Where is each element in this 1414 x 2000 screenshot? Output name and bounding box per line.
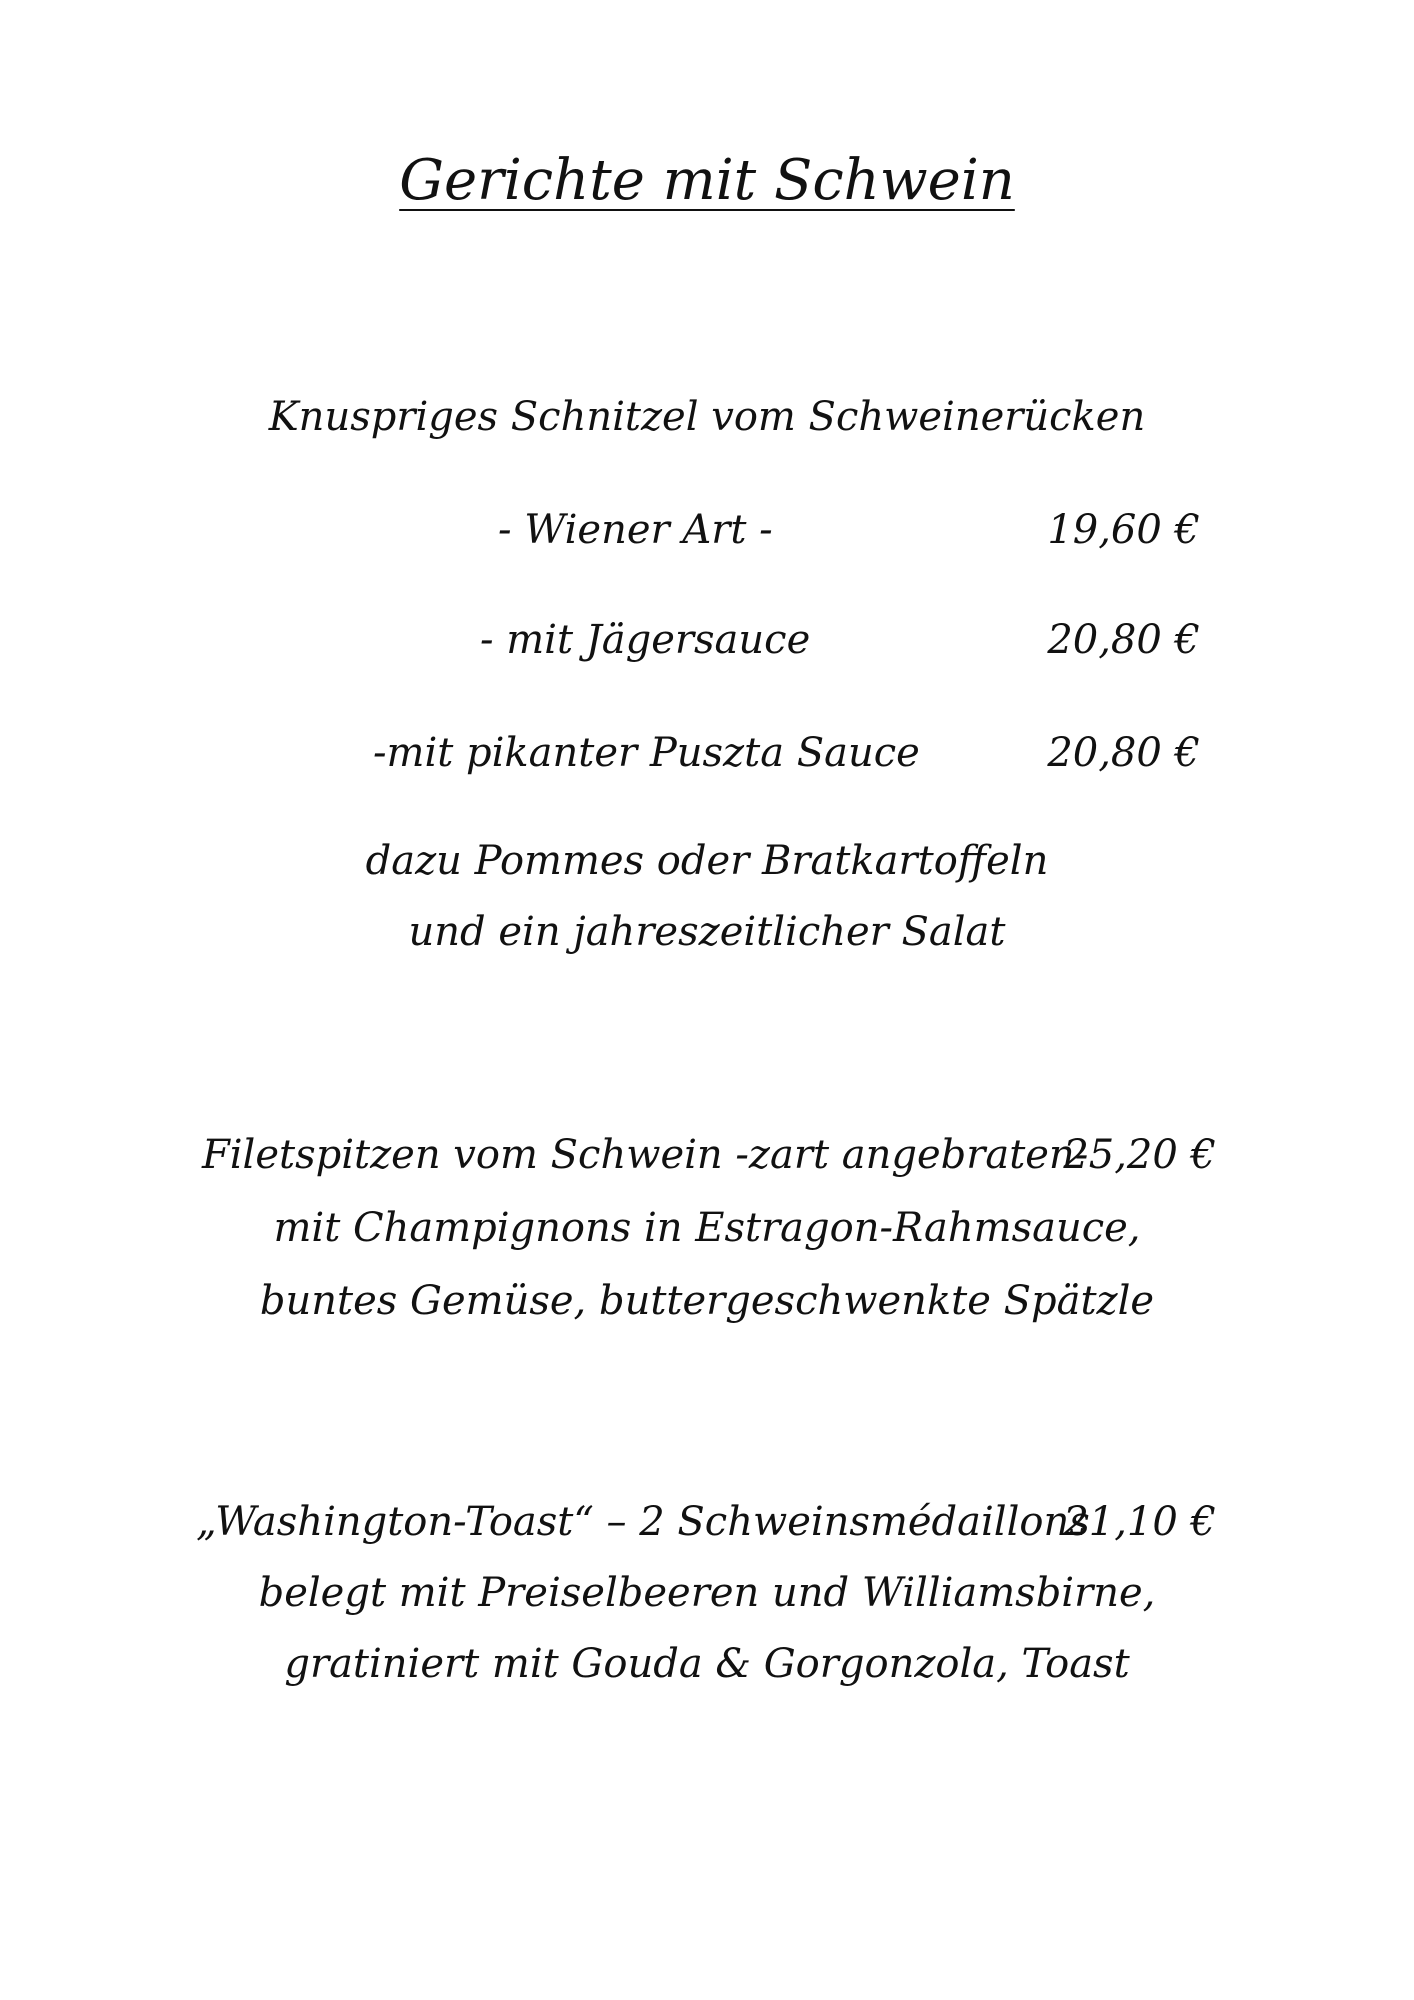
dish-name: „Washington-Toast“ – 2 Schweinsmédaillons xyxy=(196,1499,1090,1545)
variant-price: 20,80 € xyxy=(1047,617,1200,663)
variant-label: -mit pikanter Puszta Sauce xyxy=(373,730,920,776)
dish-description-line: gratiniert mit Gouda & Gorgonzola, Toast xyxy=(284,1641,1130,1687)
dish-description-line: belegt mit Preiselbeeren und Williamsbirne, xyxy=(258,1570,1156,1616)
dish-price: 21,10 € xyxy=(1063,1499,1216,1545)
page-title xyxy=(0,148,1414,213)
variant-price: 19,60 € xyxy=(1047,507,1200,553)
dish-description-line: und ein jahreszeitlicher Salat xyxy=(408,909,1006,955)
variant-price: 20,80 € xyxy=(1047,730,1200,776)
dish-description-line: mit Champignons in Estragon-Rahmsauce, xyxy=(273,1205,1141,1251)
dish-price: 25,20 € xyxy=(1063,1132,1216,1178)
dish-description-line: dazu Pommes oder Bratkartoffeln xyxy=(365,838,1049,884)
page-title-text: Gerichte mit Schwein xyxy=(399,148,1015,213)
variant-label: - mit Jägersauce xyxy=(480,617,811,663)
dish-name: Knuspriges Schnitzel vom Schweinerücken xyxy=(268,394,1146,440)
variant-label: - Wiener Art - xyxy=(498,507,773,553)
dish-description-line: buntes Gemüse, buttergeschwenkte Spätzle xyxy=(259,1278,1155,1324)
dish-name: Filetspitzen vom Schwein -zart angebraten- xyxy=(202,1132,1089,1178)
